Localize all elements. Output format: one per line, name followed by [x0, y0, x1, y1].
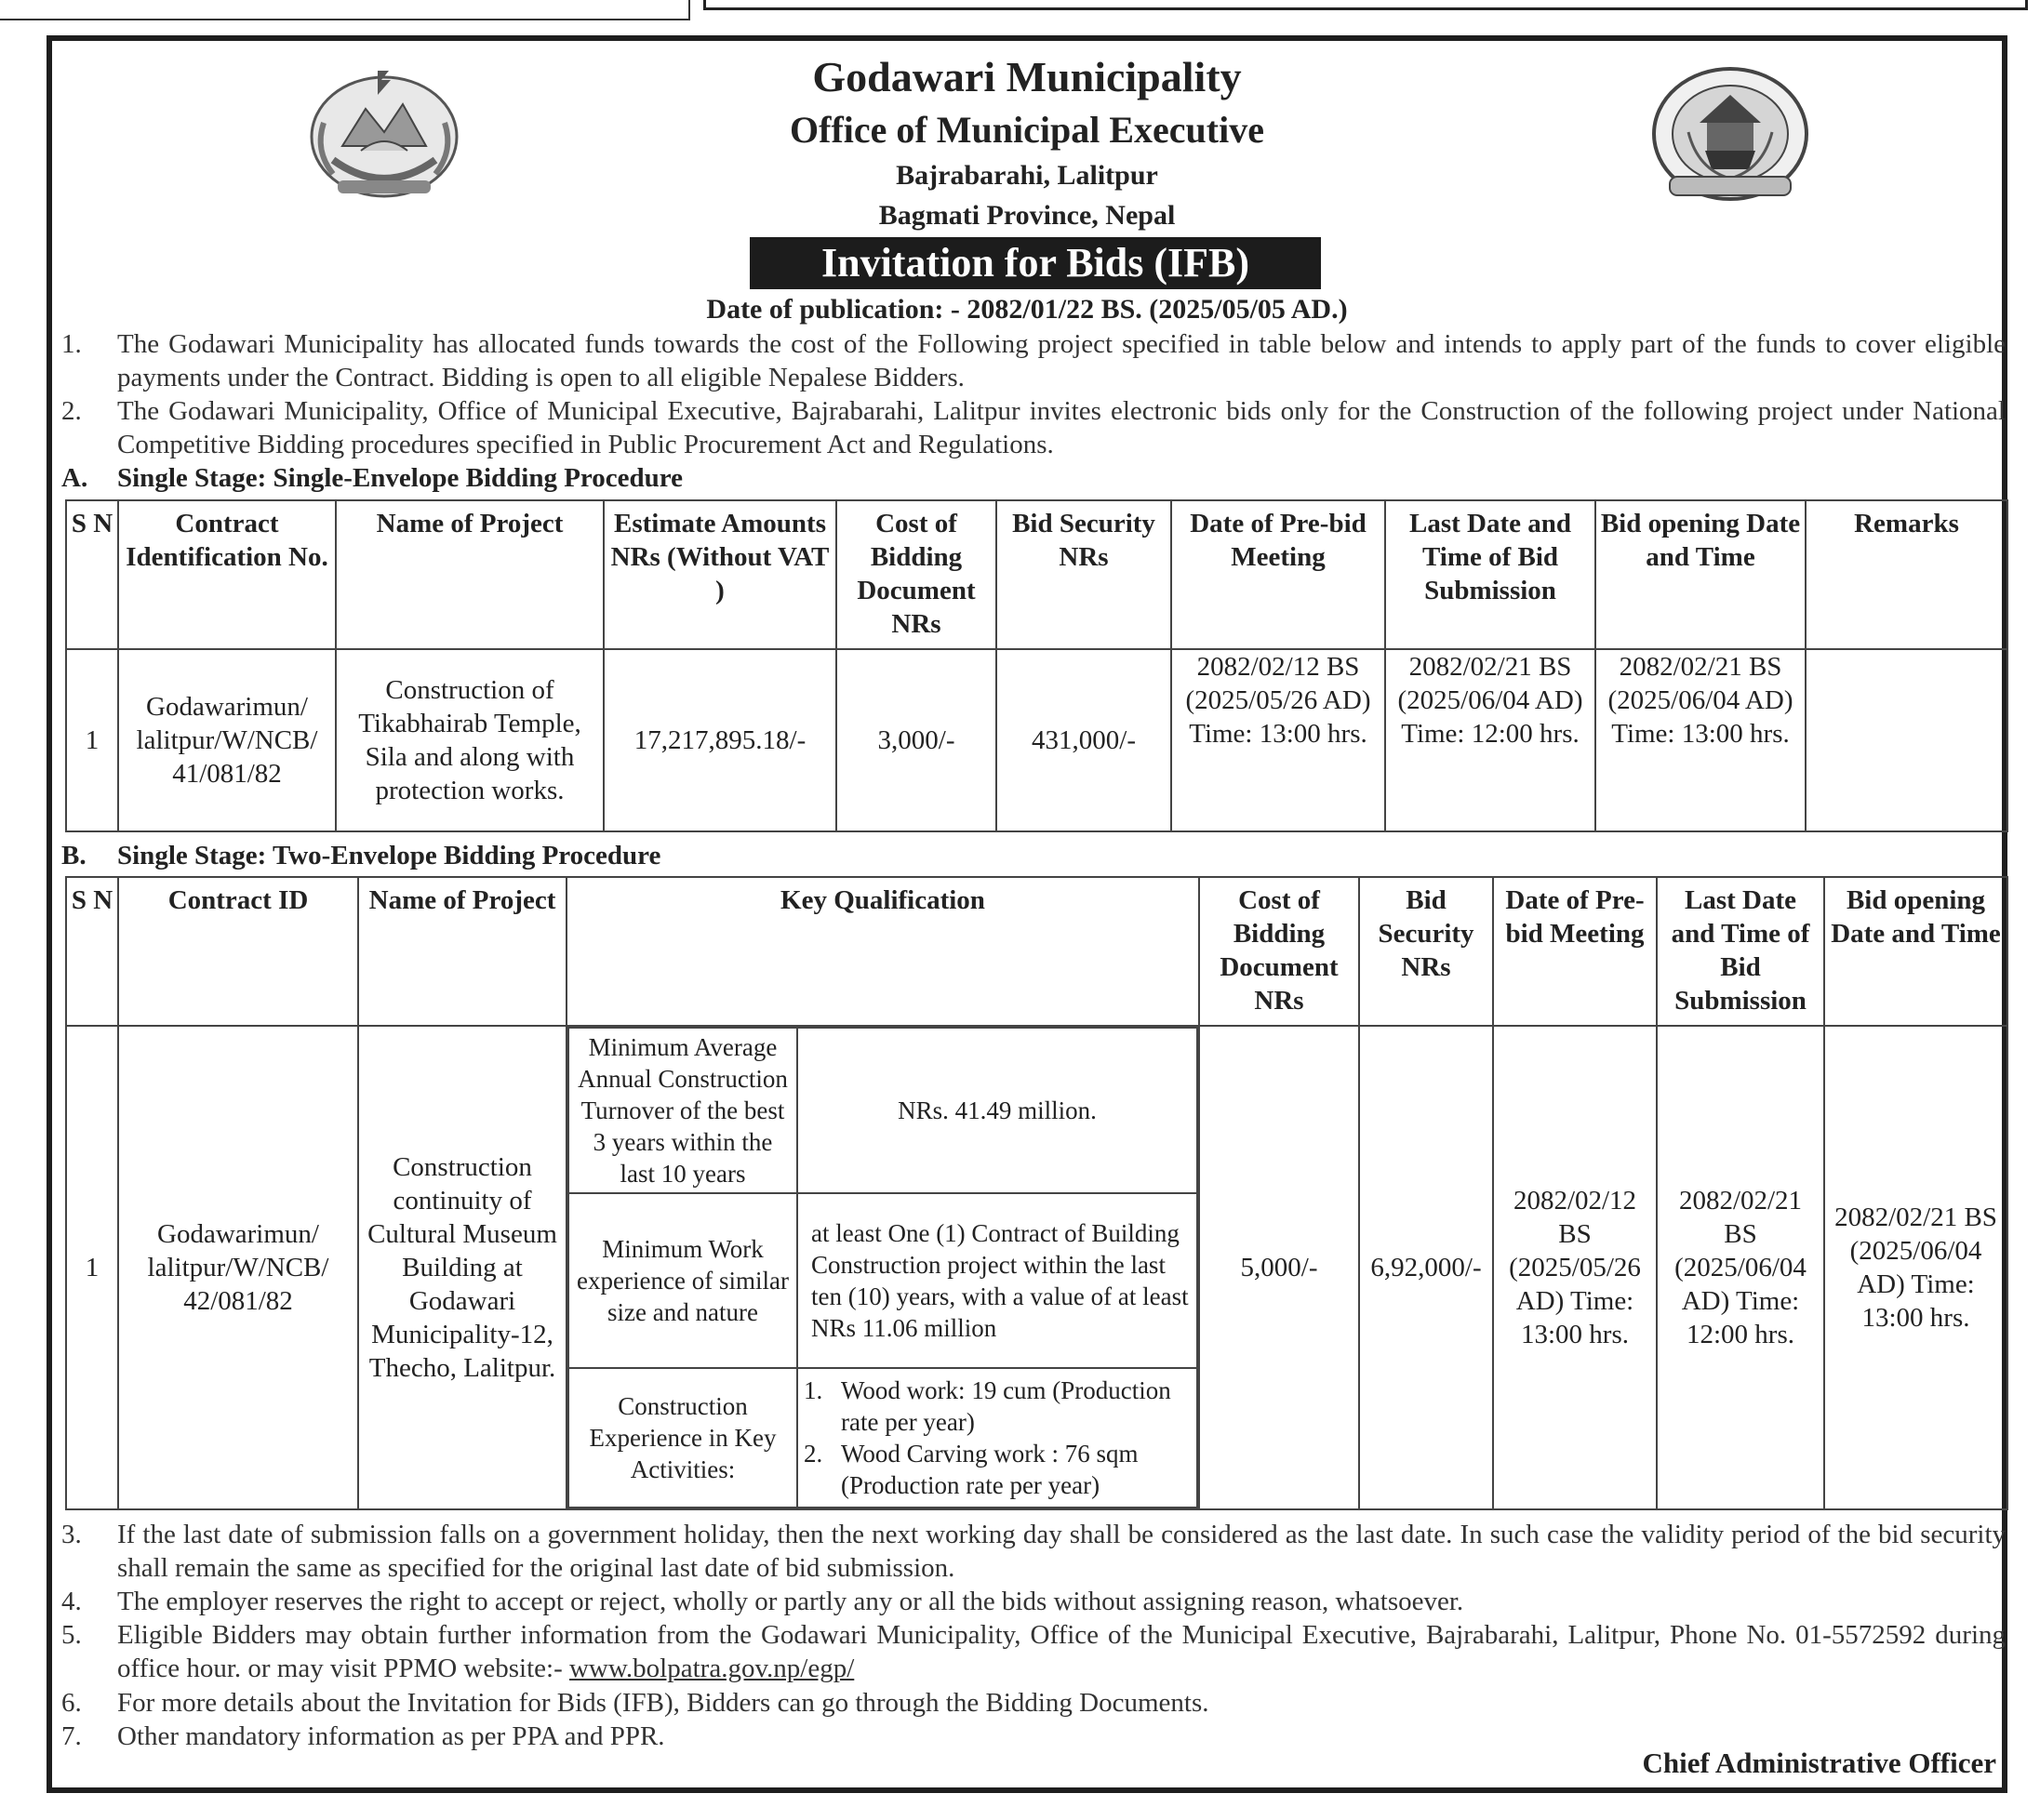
- table-row: [66, 1026, 2007, 1509]
- paragraph-number: 3.: [61, 1520, 82, 1549]
- col-header-opening: Bid opening Date and Time: [1595, 500, 1806, 649]
- paragraph-text: Other mandatory information as per PPA and PPR.: [117, 1721, 665, 1751]
- qualification-row: [568, 1368, 1197, 1508]
- col-header-project: Name of Project: [336, 500, 604, 649]
- qualification-table: [567, 1027, 1198, 1508]
- note-text: Eligible Bidders may obtain further information from the Godawari Municipality, Office of the Municipal Executive, Bajrabarahi, Lalitpur, Phone No. 01-5572592 during office hour. or may visit PPMO website:-: [117, 1620, 2006, 1683]
- right-border-fragment: [703, 0, 2028, 10]
- cell-remarks: [1806, 649, 2007, 831]
- list-item: [804, 1438, 1193, 1501]
- paragraph-text: [117, 1618, 2006, 1685]
- note-3: [61, 1518, 2006, 1585]
- paragraph-text: The employer reserves the right to accept or reject, wholly or partly any or all the bids without assigning reason, whatsoever.: [117, 1587, 1464, 1616]
- section-label: A.: [61, 463, 88, 493]
- col-header-prebid: Date of Pre-bid Meeting: [1171, 500, 1385, 649]
- bid-table-two-envelope: [65, 876, 2008, 1510]
- address-line-1: Bajrabarahi, Lalitpur: [896, 160, 1158, 191]
- cell-cost: 5,000/-: [1199, 1026, 1359, 1509]
- col-header-estimate: Estimate Amounts NRs (Without VAT ): [604, 500, 836, 649]
- paragraph-number: 2.: [61, 396, 82, 426]
- paragraph-number: 4.: [61, 1587, 82, 1616]
- intro-paragraph-2: [61, 394, 2006, 461]
- cell-submission: 2082/02/21 BS (2025/06/04 AD) Time: 12:00 hrs.: [1385, 649, 1595, 831]
- note-6: [61, 1686, 2006, 1720]
- list-item: [804, 1375, 1193, 1438]
- section-title: Single Stage: Single-Envelope Bidding Procedure: [117, 463, 683, 493]
- qualification-row: [568, 1028, 1197, 1193]
- table-row: [66, 649, 2007, 831]
- intro-paragraph-1: [61, 327, 2006, 394]
- paragraph-text: For more details about the Invitation for Bids (IFB), Bidders can go through the Bidding Documents.: [117, 1688, 1209, 1718]
- qualification-value: [797, 1368, 1197, 1508]
- list-number: 1.: [804, 1376, 823, 1404]
- col-header-qualification: Key Qualification: [567, 877, 1199, 1026]
- qualification-label: Minimum Work experience of similar size and nature: [568, 1193, 797, 1368]
- paragraph-number: 6.: [61, 1688, 82, 1718]
- previous-notice-edge: [0, 0, 2040, 28]
- cell-opening: 2082/02/21 BS (2025/06/04 AD) Time: 13:00 hrs.: [1824, 1026, 2007, 1509]
- paragraph-number: 1.: [61, 329, 82, 359]
- cell-project: Construction continuity of Cultural Museum Building at Godawari Municipality-12, Thecho, Lalitpur.: [358, 1026, 567, 1509]
- col-header-submission: Last Date and Time of Bid Submission: [1657, 877, 1824, 1026]
- cell-submission: 2082/02/21 BS (2025/06/04 AD) Time: 12:00 hrs.: [1657, 1026, 1824, 1509]
- col-header-submission: Last Date and Time of Bid Submission: [1385, 500, 1595, 649]
- section-label: B.: [61, 841, 87, 870]
- qualification-value: NRs. 41.49 million.: [797, 1028, 1197, 1193]
- col-header-sn: S N: [66, 500, 118, 649]
- section-a-heading: [61, 463, 683, 494]
- cell-qualification: [567, 1026, 1199, 1509]
- list-number: 2.: [804, 1440, 823, 1468]
- cell-contract: Godawarimun/ lalitpur/W/NCB/ 41/081/82: [118, 649, 336, 831]
- cell-security: 431,000/-: [996, 649, 1171, 831]
- paragraph-text: The Godawari Municipality, Office of Municipal Executive, Bajrabarahi, Lalitpur invites electronic bids only for the Construction of the following project under National Competitive Bidding procedures specified in Public Procurement Act and Regulations.: [117, 396, 2006, 459]
- qualification-label: Construction Experience in Key Activities:: [568, 1368, 797, 1508]
- publication-date: Date of publication: - 2082/01/22 BS. (2025/05/05 AD.): [706, 294, 1348, 325]
- note-4: [61, 1585, 2006, 1618]
- list-text: Wood work: 19 cum (Production rate per year): [841, 1376, 1171, 1436]
- col-header-contract: Contract ID: [118, 877, 358, 1026]
- cell-prebid: 2082/02/12 BS (2025/05/26 AD) Time: 13:00 hrs.: [1171, 649, 1385, 831]
- col-header-prebid: Date of Pre-bid Meeting: [1493, 877, 1657, 1026]
- col-header-cost: Cost of Bidding Document NRs: [1199, 877, 1359, 1026]
- cell-sn: 1: [66, 1026, 118, 1509]
- col-header-security: Bid Security NRs: [996, 500, 1171, 649]
- paragraph-text: The Godawari Municipality has allocated funds towards the cost of the Following project specified in table below and intends to apply part of the funds to cover eligible payments under the Contract. Bidding is open to all eligible Nepalese Bidders.: [117, 329, 2006, 392]
- paragraph-text: If the last date of submission falls on a government holiday, then the next working day shall be considered as the last date. In such case the validity period of the bid security shall remain the same as specified for the original last date of bid submission.: [117, 1520, 2006, 1583]
- qualification-value: at least One (1) Contract of Building Construction project within the last ten (10) years, with a value of at least NRs 11.06 million: [797, 1193, 1197, 1368]
- col-header-security: Bid Security NRs: [1359, 877, 1493, 1026]
- section-b-heading: [61, 841, 660, 871]
- cell-security: 6,92,000/-: [1359, 1026, 1493, 1509]
- notice-title: Invitation for Bids (IFB): [750, 237, 1321, 289]
- paragraph-number: 5.: [61, 1620, 82, 1650]
- bid-table-single-envelope: [65, 499, 2008, 832]
- col-header-remarks: Remarks: [1806, 500, 2007, 649]
- cell-cost: 3,000/-: [836, 649, 996, 831]
- notice-frame: [47, 35, 2007, 1793]
- cell-contract: Godawarimun/ lalitpur/W/NCB/ 42/081/82: [118, 1026, 358, 1509]
- col-header-contract: Contract Identification No.: [118, 500, 336, 649]
- ppmo-website-link[interactable]: www.bolpatra.gov.np/egp/: [568, 1654, 855, 1683]
- cell-project: Construction of Tikabhairab Temple, Sila and along with protection works.: [336, 649, 604, 831]
- key-activity-list: [804, 1375, 1193, 1501]
- col-header-cost: Cost of Bidding Document NRs: [836, 500, 996, 649]
- col-header-opening: Bid opening Date and Time: [1824, 877, 2007, 1026]
- cell-sn: 1: [66, 649, 118, 831]
- col-header-project: Name of Project: [358, 877, 567, 1026]
- qualification-row: [568, 1193, 1197, 1368]
- municipality-name: Godawari Municipality: [812, 53, 1242, 100]
- paragraph-number: 7.: [61, 1721, 82, 1751]
- cell-estimate: 17,217,895.18/-: [604, 649, 836, 831]
- address-line-2: Bagmati Province, Nepal: [878, 200, 1176, 231]
- office-name: Office of Municipal Executive: [790, 109, 1264, 151]
- signatory: Chief Administrative Officer: [1642, 1747, 1996, 1779]
- cell-prebid: 2082/02/12 BS (2025/05/26 AD) Time: 13:00 hrs.: [1493, 1026, 1657, 1509]
- section-title: Single Stage: Two-Envelope Bidding Procedure: [117, 841, 661, 870]
- cell-opening: 2082/02/21 BS (2025/06/04 AD) Time: 13:00 hrs.: [1595, 649, 1806, 831]
- left-border-fragment: [0, 0, 690, 20]
- note-5: [61, 1618, 2006, 1685]
- col-header-sn: S N: [66, 877, 118, 1026]
- qualification-label: Minimum Average Annual Construction Turnover of the best 3 years within the last 10 years: [568, 1028, 797, 1193]
- list-text: Wood Carving work : 76 sqm (Production rate per year): [841, 1440, 1139, 1499]
